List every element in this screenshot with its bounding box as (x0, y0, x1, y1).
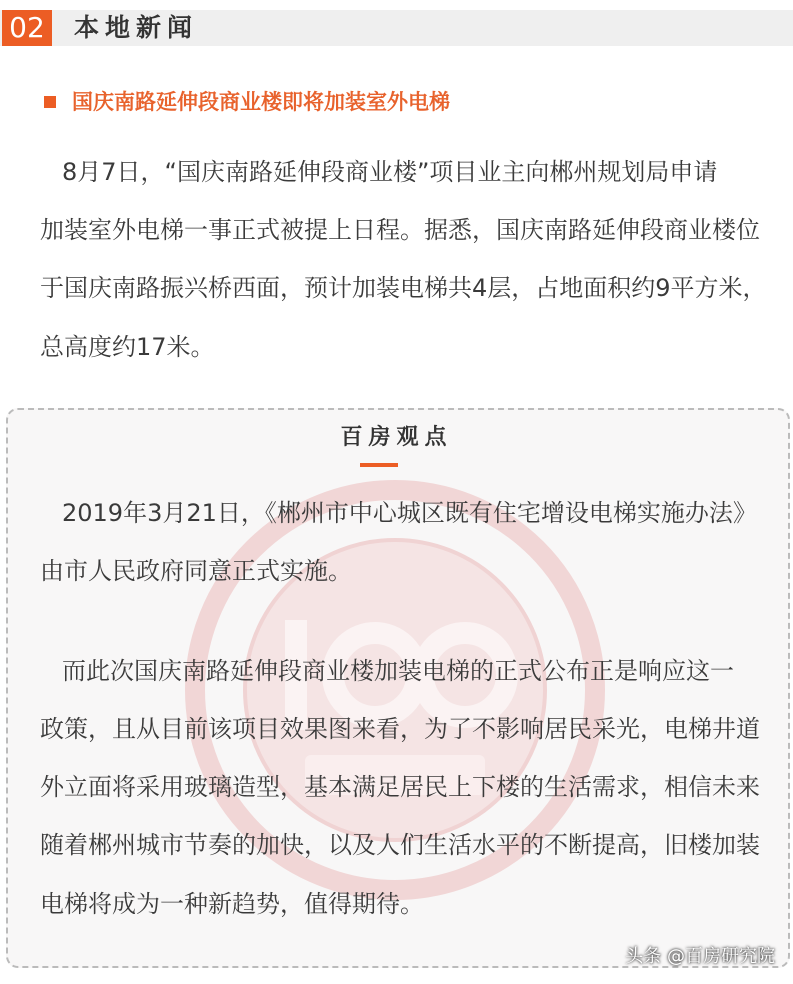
source-watermark: 头条 @百房研究院 (625, 946, 775, 967)
opinion-line: 随着郴州城市节奏的加快，以及人们生活水平的不断提高，旧楼加装 (40, 831, 760, 859)
opinion-line: 由市人民政府同意正式实施。 (40, 557, 352, 585)
title-underline (360, 463, 398, 467)
opinion-line: 2019年3月21日，《郴州市中心城区既有住宅增设电梯实施办法》 (62, 499, 757, 527)
body-line: 8月7日，“国庆南路延伸段商业楼”项目业主向郴州规划局申请 (62, 158, 718, 186)
opinion-line: 电梯将成为一种新趋势，值得期待。 (40, 890, 424, 918)
body-line: 加装室外电梯一事正式被提上日程。据悉，国庆南路延伸段商业楼位 (40, 216, 760, 244)
opinion-line: 外立面将采用玻璃造型，基本满足居民上下楼的生活需求，相信未来 (40, 773, 760, 801)
opinion-title: 百房观点 (340, 425, 453, 450)
body-line: 于国庆南路振兴桥西面，预计加装电梯共4层，占地面积约9平方米， (40, 274, 767, 302)
opinion-line: 而此次国庆南路延伸段商业楼加装电梯的正式公布正是响应这一 (62, 657, 734, 685)
opinion-line: 政策，且从目前该项目效果图来看，为了不影响居民采光，电梯井道 (40, 715, 760, 743)
headline: 国庆南路延伸段商业楼即将加装室外电梯 (72, 90, 450, 114)
section-number: 02 (2, 10, 52, 46)
body-line: 总高度约17米。 (40, 333, 215, 361)
section-title: 本地新闻 (74, 13, 199, 42)
bullet-square-icon (44, 96, 56, 108)
